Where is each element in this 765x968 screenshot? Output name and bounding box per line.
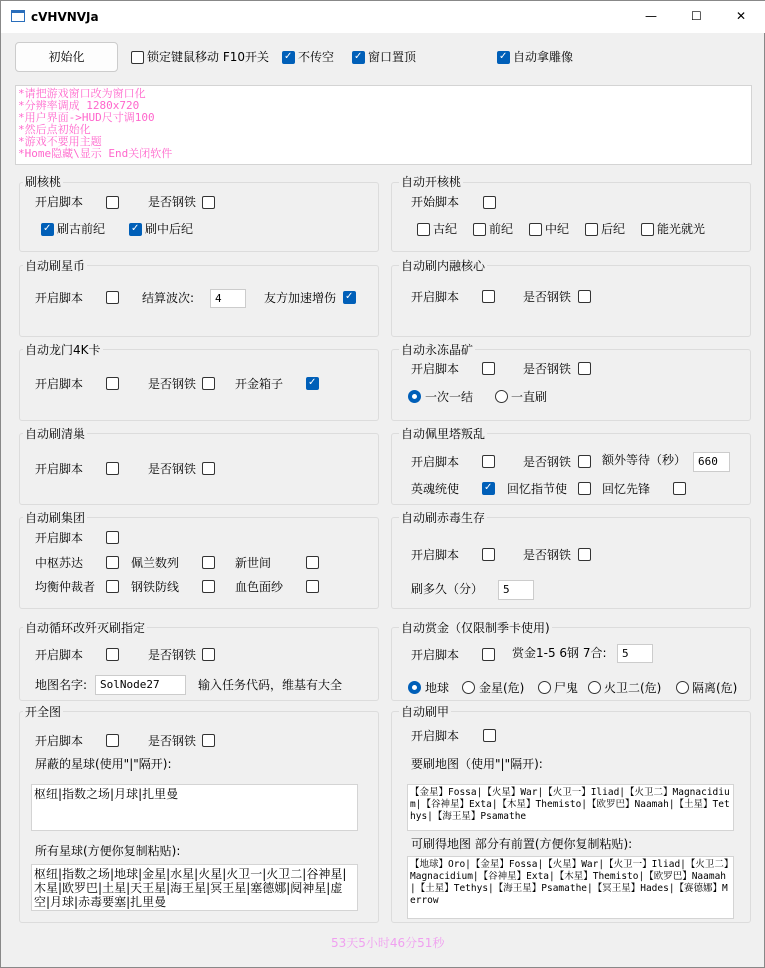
survival-title: 自动刷赤毒生存 xyxy=(401,511,486,525)
wait-input[interactable]: 660 xyxy=(693,452,730,472)
chest-checkbox[interactable] xyxy=(306,377,319,390)
isolation-radio[interactable] xyxy=(676,681,689,694)
forever-radio[interactable] xyxy=(495,390,508,403)
maximize-button[interactable]: ☐ xyxy=(691,9,702,23)
ghoul-label: 尸鬼 xyxy=(554,681,579,695)
syndicate-d-checkbox[interactable] xyxy=(106,580,119,593)
star-coin-title: 自动刷星币 xyxy=(25,259,86,273)
bounty-title: 自动赏金（仅限制季卡使用) xyxy=(401,621,550,635)
no-transfer-label: 不传空 xyxy=(298,50,335,64)
fullmap-start-label: 开启脚本 xyxy=(35,734,84,748)
core-steel-checkbox[interactable] xyxy=(578,290,591,303)
survival-steel-label: 是否钢铁 xyxy=(523,548,572,562)
venus-label: 金星(危) xyxy=(479,681,525,695)
minimize-button[interactable]: — xyxy=(645,9,657,23)
uptime-label: 53天5小时46分51秒 xyxy=(331,936,445,950)
hero-label: 英魂统使 xyxy=(411,482,460,496)
window-title: cVHVNVJa xyxy=(31,10,99,24)
max-label: 能光就光 xyxy=(657,222,706,236)
syndicate-a-label: 中枢苏达 xyxy=(35,556,84,570)
all-planets-textarea[interactable]: 枢纽|指数之场|地球|金星|水星|火星|火卫一|火卫二|谷神星|木星|欧罗巴|土星|天王星|海王星|冥王星|塞德娜|阋神星|虚空|月球|赤毒要塞|扎里曼 xyxy=(31,864,358,911)
syndicate-e-checkbox[interactable] xyxy=(202,580,215,593)
nest-start-checkbox[interactable] xyxy=(106,462,119,475)
fullmap-title: 开全图 xyxy=(25,705,62,719)
syndicate-a-checkbox[interactable] xyxy=(106,556,119,569)
max-checkbox[interactable] xyxy=(641,223,654,236)
syndicate-f-label: 血色面纱 xyxy=(235,580,284,594)
loop-steel-label: 是否钢铁 xyxy=(148,648,197,662)
once-label: 一次一结 xyxy=(425,390,474,404)
map-name-input[interactable]: SolNode27 xyxy=(95,675,186,695)
all-planets-label: 所有星球(方便你复制粘贴): xyxy=(35,844,181,858)
syndicate-c-label: 新世间 xyxy=(235,556,272,570)
title-bar xyxy=(1,1,765,33)
memory-checkbox[interactable] xyxy=(578,482,591,495)
no-transfer-checkbox[interactable] xyxy=(282,51,295,64)
nest-steel-label: 是否钢铁 xyxy=(148,462,197,476)
longmen-start-label: 开启脚本 xyxy=(35,377,84,391)
cryo-group xyxy=(391,349,751,421)
armor-start-checkbox[interactable] xyxy=(483,729,496,742)
star-coin-start-checkbox[interactable] xyxy=(106,291,119,304)
core-steel-label: 是否钢铁 xyxy=(523,290,572,304)
bounty-level-input[interactable]: 5 xyxy=(617,644,653,663)
instructions-textarea[interactable] xyxy=(15,85,752,165)
armor-title: 自动刷甲 xyxy=(401,705,450,719)
cryo-steel-label: 是否钢铁 xyxy=(523,362,572,376)
venus-radio[interactable] xyxy=(462,681,475,694)
auto-walnut-title: 自动开核桃 xyxy=(401,175,462,189)
armor-maps-textarea[interactable]: 【金星】Fossa|【火星】War|【火卫一】Iliad|【火卫二】Magnacidium|【谷神星】Exta|【木星】Themisto|【欧罗巴】Naamah|【土星】Tethys|【海王星】Psamathe xyxy=(407,784,734,831)
statue-checkbox[interactable] xyxy=(497,51,510,64)
auto-walnut-start-checkbox[interactable] xyxy=(483,196,496,209)
longmen-steel-label: 是否钢铁 xyxy=(148,377,197,391)
bounty-level-label: 赏金1-5 6钢 7合: xyxy=(512,646,607,660)
longmen-steel-checkbox[interactable] xyxy=(202,377,215,390)
init-button[interactable]: 初始化 xyxy=(15,42,118,72)
syndicate-e-label: 钢铁防线 xyxy=(131,580,180,594)
walnut-group xyxy=(19,182,379,252)
syndicate-start-label: 开启脚本 xyxy=(35,531,84,545)
walnut-steel-label: 是否钢铁 xyxy=(148,195,197,209)
perita-start-label: 开启脚本 xyxy=(411,455,460,469)
earth-label: 地球 xyxy=(425,681,450,695)
survival-start-checkbox[interactable] xyxy=(482,548,495,561)
note-line: *然后点初始化 xyxy=(18,123,91,136)
fullmap-steel-checkbox[interactable] xyxy=(202,734,215,747)
minutes-input[interactable]: 5 xyxy=(498,580,534,600)
note-line: *Home隐藏\显示 End关闭软件 xyxy=(18,147,173,160)
armor-avail-textarea[interactable]: 【地球】Oro|【金星】Fossa|【火星】War|【火卫一】Iliad|【火卫二】Magnacidium|【谷神星】Exta|【木星】Themisto|【欧罗巴】Naamah|【土星】Tethys|【海王星】Psamathe|【冥王星】Hades|【赛德娜】Merrow xyxy=(407,856,734,919)
syndicate-title: 自动刷集团 xyxy=(25,511,86,525)
ghoul-radio[interactable] xyxy=(538,681,551,694)
loop-start-label: 开启脚本 xyxy=(35,648,84,662)
longmen-title: 自动龙门4K卡 xyxy=(25,343,101,357)
waves-label: 结算波次: xyxy=(142,291,195,305)
lock-checkbox[interactable] xyxy=(131,51,144,64)
survival-start-label: 开启脚本 xyxy=(411,548,460,562)
loop-steel-checkbox[interactable] xyxy=(202,648,215,661)
earth-radio[interactable] xyxy=(408,681,421,694)
map-hint: 输入任务代码，维基有大全 xyxy=(198,678,343,692)
armor-maps-label: 要刷地图（使用"|"隔开): xyxy=(411,757,543,771)
star-coin-start-label: 开启脚本 xyxy=(35,291,84,305)
cryo-steel-checkbox[interactable] xyxy=(578,362,591,375)
cryo-start-label: 开启脚本 xyxy=(411,362,460,376)
cryo-title: 自动永冻晶矿 xyxy=(401,343,474,357)
forever-label: 一直刷 xyxy=(511,390,548,404)
armor-start-label: 开启脚本 xyxy=(411,729,460,743)
bounty-start-label: 开启脚本 xyxy=(411,648,460,662)
hero-checkbox[interactable] xyxy=(482,482,495,495)
neo-label: 中纪 xyxy=(545,222,570,236)
syndicate-start-checkbox[interactable] xyxy=(106,531,119,544)
neo-axi-label: 刷中后纪 xyxy=(145,222,194,236)
survival-steel-checkbox[interactable] xyxy=(578,548,591,561)
auto-walnut-group xyxy=(391,182,751,252)
syndicate-b-label: 佩兰数列 xyxy=(131,556,180,570)
statue-label: 自动拿雕像 xyxy=(513,50,574,64)
note-line: *分辨率调成 1280x720 xyxy=(18,99,140,112)
note-line: *请把游戏窗口改为窗口化 xyxy=(18,87,146,100)
syndicate-c-checkbox[interactable] xyxy=(306,556,319,569)
lock-label: 锁定键鼠移动 F10开关 xyxy=(147,50,269,64)
perita-steel-checkbox[interactable] xyxy=(578,455,591,468)
topmost-checkbox[interactable] xyxy=(352,51,365,64)
nest-title: 自动刷清巢 xyxy=(25,427,86,441)
lith-label: 古纪 xyxy=(433,222,458,236)
vanguard-checkbox[interactable] xyxy=(673,482,686,495)
armor-avail-label: 可刷得地图 部分有前置(方便你复制粘贴): xyxy=(411,837,633,851)
map-name-label: 地图名字: xyxy=(35,678,88,692)
deimos-label: 火卫二(危) xyxy=(604,681,662,695)
walnut-start-checkbox[interactable] xyxy=(106,196,119,209)
waves-input[interactable]: 4 xyxy=(210,289,246,308)
close-button[interactable]: ✕ xyxy=(736,9,747,23)
meso-checkbox[interactable] xyxy=(473,223,486,236)
vanguard-label: 回忆先锋 xyxy=(602,482,651,496)
syndicate-d-label: 均衡仲裁者 xyxy=(35,580,96,594)
walnut-title: 刷核桃 xyxy=(25,175,62,189)
wait-label: 额外等待（秒） xyxy=(602,453,687,467)
topmost-label: 窗口置顶 xyxy=(368,50,417,64)
blocked-textarea[interactable]: 枢纽|指数之场|月球|扎里曼 xyxy=(31,784,358,831)
ally-label: 友方加速增伤 xyxy=(264,291,337,305)
perita-start-checkbox[interactable] xyxy=(482,455,495,468)
axi-checkbox[interactable] xyxy=(585,223,598,236)
core-start-label: 开启脚本 xyxy=(411,290,460,304)
longmen-start-checkbox[interactable] xyxy=(106,377,119,390)
isolation-label: 隔离(危) xyxy=(692,681,738,695)
walnut-start-label: 开启脚本 xyxy=(35,195,84,209)
deimos-radio[interactable] xyxy=(588,681,601,694)
once-radio[interactable] xyxy=(408,390,421,403)
syndicate-b-checkbox[interactable] xyxy=(202,556,215,569)
bounty-start-checkbox[interactable] xyxy=(482,648,495,661)
chest-label: 开金箱子 xyxy=(235,377,284,391)
syndicate-f-checkbox[interactable] xyxy=(306,580,319,593)
perita-steel-label: 是否钢铁 xyxy=(523,455,572,469)
fullmap-steel-label: 是否钢铁 xyxy=(148,734,197,748)
nest-steel-checkbox[interactable] xyxy=(202,462,215,475)
lith-checkbox[interactable] xyxy=(417,223,430,236)
core-title: 自动刷内融核心 xyxy=(401,259,486,273)
fullmap-start-checkbox[interactable] xyxy=(106,734,119,747)
loop-title: 自动循环改歼灭刷指定 xyxy=(25,621,146,635)
minutes-label: 刷多久（分） xyxy=(411,582,484,596)
note-line: *游戏不要用主题 xyxy=(18,135,102,148)
lith-meso-label: 刷古前纪 xyxy=(57,222,106,236)
neo-checkbox[interactable] xyxy=(529,223,542,236)
auto-walnut-start-label: 开始脚本 xyxy=(411,195,460,209)
nest-start-label: 开启脚本 xyxy=(35,462,84,476)
ally-checkbox[interactable] xyxy=(343,291,356,304)
app-icon xyxy=(11,10,25,22)
neo-axi-checkbox[interactable] xyxy=(129,223,142,236)
lith-meso-checkbox[interactable] xyxy=(41,223,54,236)
note-line: *用户界面->HUD尺寸调100 xyxy=(18,111,155,124)
cryo-start-checkbox[interactable] xyxy=(482,362,495,375)
perita-title: 自动佩里塔叛乱 xyxy=(401,427,486,441)
axi-label: 后纪 xyxy=(601,222,626,236)
core-start-checkbox[interactable] xyxy=(482,290,495,303)
walnut-steel-checkbox[interactable] xyxy=(202,196,215,209)
loop-start-checkbox[interactable] xyxy=(106,648,119,661)
blocked-label: 屏蔽的星球(使用"|"隔开): xyxy=(35,757,172,771)
meso-label: 前纪 xyxy=(489,222,514,236)
memory-label: 回忆指节使 xyxy=(507,482,568,496)
